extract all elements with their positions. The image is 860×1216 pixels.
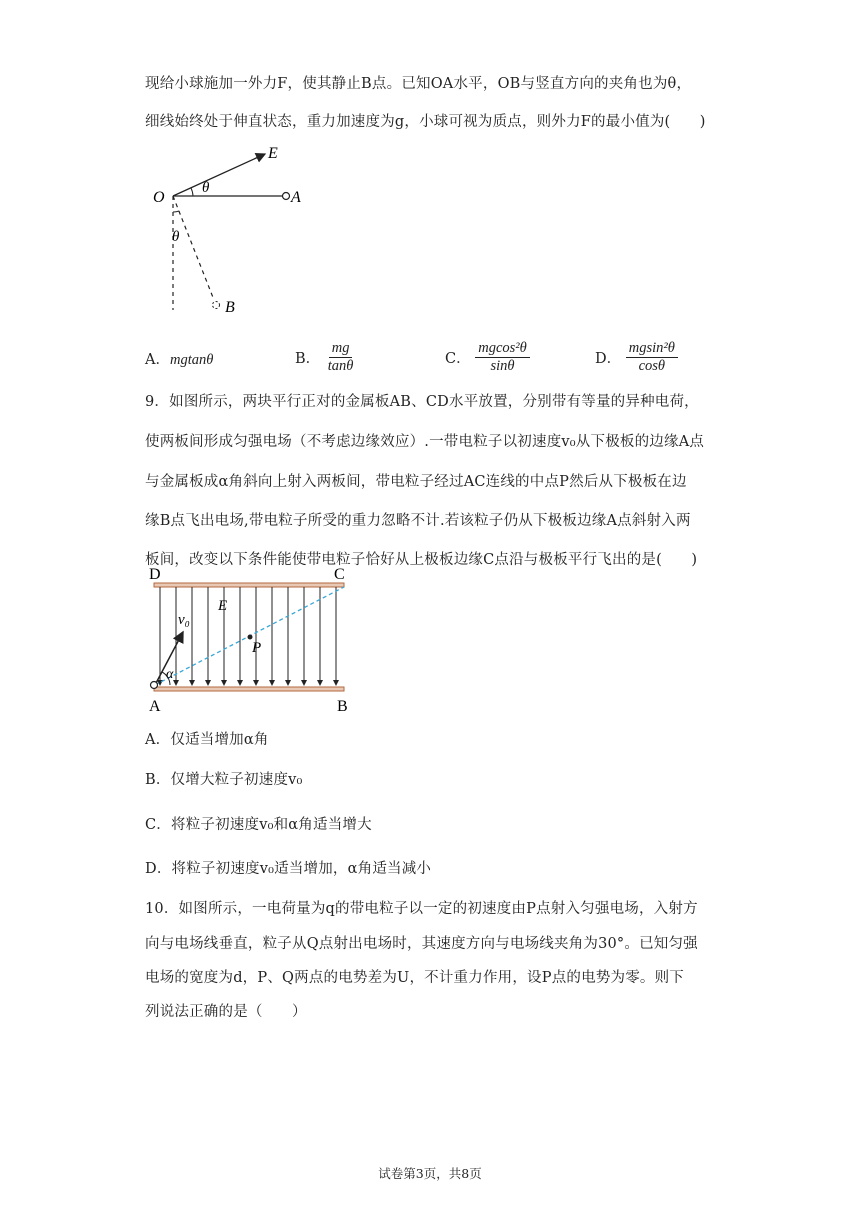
label-D: D [149,566,161,583]
q10-text-line-2: 向与电场线垂直，粒子从Q点射出电场时，其速度方向与电场线夹角为30°。已知匀强 [145,936,698,952]
label-theta-1: θ [202,180,210,196]
label-theta-2: θ [172,229,180,245]
q8-option-c [445,340,530,375]
q9-text-line-1: 9．如图所示，两块平行正对的金属板AB、CD水平放置，分别带有等量的异种电荷， [145,394,699,410]
angle-arc-top [191,188,193,196]
fraction-numerator: mgcos²θ [475,340,530,358]
q9-option-b: B．仅增大粒子初速度v₀ [145,772,303,788]
option-d-fraction [626,340,678,375]
label-A: A [149,698,161,715]
fraction-denominator: cosθ [638,358,666,374]
label-A: A [291,189,301,206]
label-C: C [334,566,345,583]
q9-text-line-3: 与金属板成α角斜向上射入两板间，带电粒子经过AC连线的中点P然后从下极板在边 [145,474,687,490]
fraction-numerator: mg [329,340,353,358]
option-b-letter: B． [295,351,321,367]
label-P: P [252,640,262,656]
q8-text-line-1: 现给小球施加一外力F，使其静止B点。已知OA水平，OB与竖直方向的夹角也为θ， [145,76,692,92]
label-E: E [268,145,278,162]
option-c-fraction [475,340,530,375]
option-a-letter: A． [145,352,170,368]
particle-start [151,682,158,689]
fraction-denominator: sinθ [490,358,515,374]
label-E: E [218,598,228,614]
ball-B [213,302,220,309]
option-c-letter: C． [445,351,471,367]
fraction-numerator: mgsin²θ [626,340,678,358]
plate-CD [154,583,344,587]
plate-AB [154,687,344,691]
q9-option-a: A．仅适当增加α角 [145,732,269,748]
field-line-E [173,154,265,196]
q8-option-a [145,348,213,369]
point-A [283,193,290,200]
q9-option-c: C．将粒子初速度v₀和α角适当增大 [145,817,372,833]
label-v0: v₀ [178,612,190,628]
page-footer: 试卷第3页，共8页 [378,1166,482,1181]
label-B: B [225,299,235,316]
q10-text-line-4: 列说法正确的是（ ） [145,1004,307,1020]
q9-option-d: D．将粒子初速度v₀适当增加，α角适当减小 [145,861,432,877]
q10-text-line-1: 10．如图所示，一电荷量为q的带电粒子以一定的初速度由P点射入匀强电场，入射方 [145,901,698,917]
q9-text-line-5: 板间，改变以下条件能使带电粒子恰好从上极板边缘C点沿与极板平行飞出的是( ) [145,552,698,568]
string-OB [173,196,214,300]
q8-option-b [295,340,356,375]
option-d-letter: D． [595,351,622,367]
label-O: O [153,189,165,206]
q8-option-d [595,340,678,375]
q9-figure [140,562,365,720]
angle-arc-bottom [173,211,179,212]
q8-text-line-2: 细线始终处于伸直状态，重力加速度为g，小球可视为质点，则外力F的最小值为( ) [145,114,706,130]
q10-text-line-3: 电场的宽度为d，P、Q两点的电势差为U，不计重力作用，设P点的电势为零。则下 [145,970,684,986]
label-alpha: α [166,667,174,682]
fraction-denominator: tanθ [327,358,354,374]
q9-text-line-2: 使两板间形成匀强电场（不考虑边缘效应）.一带电粒子以初速度v₀从下极板的边缘A点 [145,434,705,450]
midpoint-P [248,635,253,640]
label-B: B [337,698,348,715]
q9-text-line-4: 缘B点飞出电场,带电粒子所受的重力忽略不计.若该粒子仍从下极板边缘A点斜射入两 [145,513,691,529]
option-a-expression: mgtanθ [169,352,214,368]
q8-figure [145,140,305,320]
option-b-fraction [325,340,357,375]
